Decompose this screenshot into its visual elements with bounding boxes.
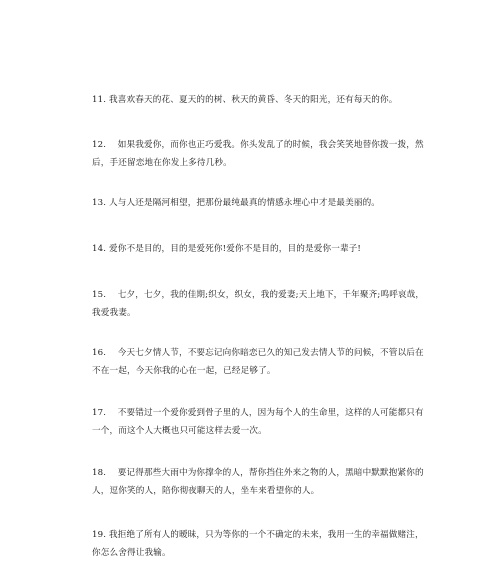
quote-item-19: 19. 我拒绝了所有人的暧昧，只为等你的一个不确定的未来，我用一生的幸福做赌注，你怎么舍得让我输。 xyxy=(92,530,424,558)
quote-item-15: 15. 七夕，七夕，我的佳期;织女，织女，我的爱妻;天上地下，千年聚齐;鸣呼哀哉，我爱我妻。 xyxy=(92,290,425,318)
quote-item-12: 12. 如果我爱你，而你也正巧爱我。你头发乱了的时候，我会笑笑地替你拨一拨，然后，手还留恋地在你发上多待几秒。 xyxy=(92,140,424,168)
quote-item-11: 11. 我喜欢春天的花、夏天的的树、秋天的黄昏、冬天的阳光，还有每天的你。 xyxy=(92,95,398,105)
quote-item-13: 13. 人与人还是隔河相望，把那份最纯最真的情感永埋心中才是最美丽的。 xyxy=(92,198,381,208)
quote-item-14: 14. 爱你不是目的，目的是爱死你!爱你不是目的，目的是爱你一辈子! xyxy=(92,244,362,254)
quote-item-16: 16. 今天七夕情人节，不要忘记向你暗恋已久的知己发去情人节的问候，不管以后在不在一起，今天你我的心在一起，已经足够了。 xyxy=(92,348,424,376)
quote-item-17: 17. 不要错过一个爱你爱到骨子里的人，因为每个人的生命里，这样的人可能都只有一个，而这个人大概也只可能这样去爱一次。 xyxy=(92,408,424,436)
quote-item-18: 18. 要记得那些大雨中为你撑伞的人，帮你挡住外来之物的人，黑暗中默默抱紧你的人，逗你笑的人，陪你彻夜聊天的人，坐车来看望你的人。 xyxy=(92,468,424,496)
